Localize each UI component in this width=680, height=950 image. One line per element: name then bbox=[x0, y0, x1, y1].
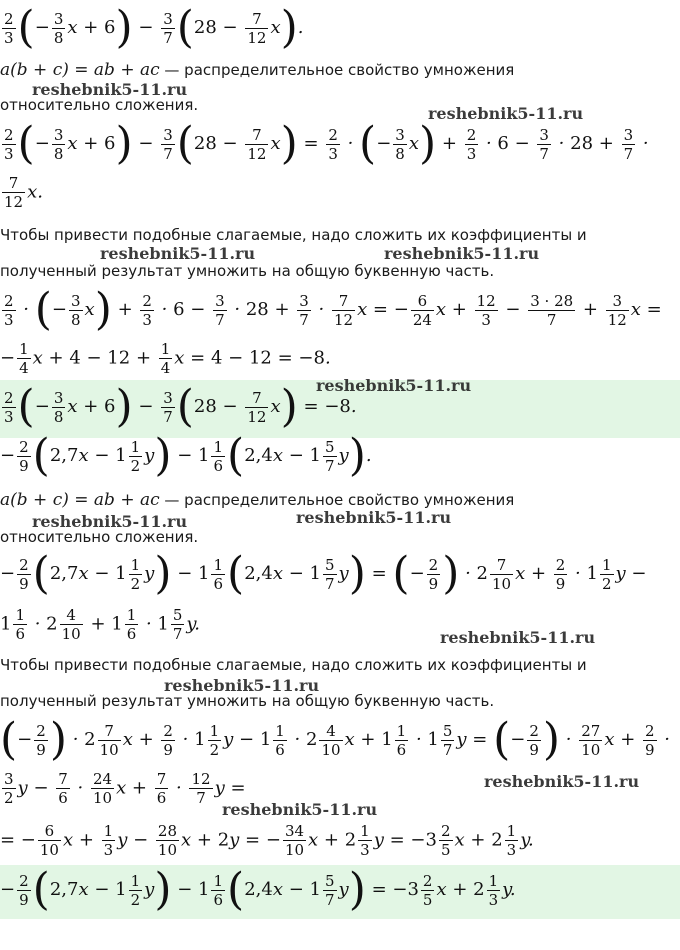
distributive-rule-2: a(b + c) = ab + ac — распределительное свойство умножения bbox=[0, 490, 515, 510]
similar-terms-rule-1: Чтобы привести подобные слагаемые, надо сложить их коэффициенты и bbox=[0, 226, 587, 244]
expand-step-2: − $\frac{2}{9}$ (2,7x − 1 $\frac{1}{2}$ y) − 1 $\frac{1}{6}$ (2,4x − 1 $\frac{5}{7}$ y) = (− $\frac{2}{9}$ ) · 2 $\frac{7}{10}$ x + $\frac{2}{9}$ · 1 $\frac{1}{2}$ y − bbox=[0, 548, 647, 599]
watermark: reshebnik5-11.ru bbox=[296, 508, 452, 527]
distributive-rule-1: a(b + c) = ab + ac — распределительное свойство умножения bbox=[0, 60, 515, 80]
similar-terms-rule-2: Чтобы привести подобные слагаемые, надо сложить их коэффициенты и bbox=[0, 656, 587, 674]
expand-step-1-cont: $\frac{7}{12}$ x. bbox=[4, 174, 43, 211]
combine-step-1-cont: − $\frac{1}{4}$ x + 4 − 12 + $\frac{1}{4}$ x = 4 − 12 = −8. bbox=[0, 340, 331, 377]
combine-step-2-result: = − $\frac{6}{10}$ x + $\frac{1}{3}$ y − $\frac{28}{10}$ x + 2y = − $\frac{34}{10}$ x + 2 $\frac{1}{3}$ y = −3 $\frac{2}{5}$ x + 2 $\frac{1}{3}$ y. bbox=[0, 822, 534, 859]
combine-step-2-cont: $\frac{3}{2}$ y − $\frac{7}{6}$ · $\frac{24}{10}$ x + $\frac{7}{6}$ · $\frac{12}{7}$ y = bbox=[4, 770, 246, 807]
watermark: reshebnik5-11.ru bbox=[384, 244, 540, 263]
combine-step-1: $\frac{2}{3}$ · (− $\frac{3}{8}$ x) + $\frac{2}{3}$ · 6 − $\frac{3}{7}$ · 28 + $\frac{3}{7}$ · $\frac{7}{12}$ x = − $\frac{6}{24}$ x + $\frac{12}{3}$ − $\frac{3 \cdot 28}{7}$ + $\frac{3}{12}$ x = bbox=[4, 284, 662, 335]
similar-terms-rule-1-cont: полученный результат умножить на общую буквенную часть. bbox=[0, 262, 495, 280]
distributive-rule-1-cont: относительно сложения. bbox=[0, 96, 199, 114]
watermark: reshebnik5-11.ru bbox=[316, 376, 472, 395]
watermark: reshebnik5-11.ru bbox=[32, 512, 188, 531]
watermark: reshebnik5-11.ru bbox=[484, 772, 640, 791]
watermark: reshebnik5-11.ru bbox=[440, 628, 596, 647]
watermark: reshebnik5-11.ru bbox=[32, 80, 188, 99]
similar-terms-rule-2-cont: полученный результат умножить на общую буквенную часть. bbox=[0, 692, 495, 710]
answer-2: − $\frac{2}{9}$ (2,7x − 1 $\frac{1}{2}$ y) − 1 $\frac{1}{6}$ (2,4x − 1 $\frac{5}{7}$ y) = −3 $\frac{2}{5}$ x + 2 $\frac{1}{3}$ y. bbox=[0, 864, 516, 915]
watermark: reshebnik5-11.ru bbox=[100, 244, 256, 263]
combine-step-2: (− $\frac{2}{9}$ ) · 2 $\frac{7}{10}$ x + $\frac{2}{9}$ · 1 $\frac{1}{2}$ y − 1 $\frac{1}{6}$ · 2 $\frac{4}{10}$ x + 1 $\frac{1}{6}$ · 1 $\frac{5}{7}$ y = (− $\frac{2}{9}$ ) · $\frac{27}{10}$ x + $\frac{2}{9}$ · bbox=[0, 714, 671, 765]
answer-1: $\frac{2}{3}$ (− $\frac{3}{8}$ x + 6) − $\frac{3}{7}$ (28 − $\frac{7}{12}$ x) = −8. bbox=[4, 381, 357, 432]
watermark: reshebnik5-11.ru bbox=[428, 104, 584, 123]
task-1-expression: $\frac{2}{3}$ (− $\frac{3}{8}$ x + 6) − $\frac{3}{7}$ (28 − $\frac{7}{12}$ x). bbox=[4, 2, 304, 53]
expand-step-1: $\frac{2}{3}$ (− $\frac{3}{8}$ x + 6) − $\frac{3}{7}$ (28 − $\frac{7}{12}$ x) = $\frac{2}{3}$ · (− $\frac{3}{8}$ x) + $\frac{2}{3}$ · 6 − $\frac{3}{7}$ · 28 + $\frac{3}{7}$ · bbox=[4, 118, 649, 169]
watermark: reshebnik5-11.ru bbox=[222, 800, 378, 819]
task-2-expression: − $\frac{2}{9}$ (2,7x − 1 $\frac{1}{2}$ y) − 1 $\frac{1}{6}$ (2,4x − 1 $\frac{5}{7}$ y). bbox=[0, 430, 372, 481]
watermark: reshebnik5-11.ru bbox=[164, 676, 320, 695]
distributive-rule-2-cont: относительно сложения. bbox=[0, 528, 199, 546]
expand-step-2-cont: 1 $\frac{1}{6}$ · 2 $\frac{4}{10}$ + 1 $\frac{1}{6}$ · 1 $\frac{5}{7}$ y. bbox=[0, 606, 200, 643]
